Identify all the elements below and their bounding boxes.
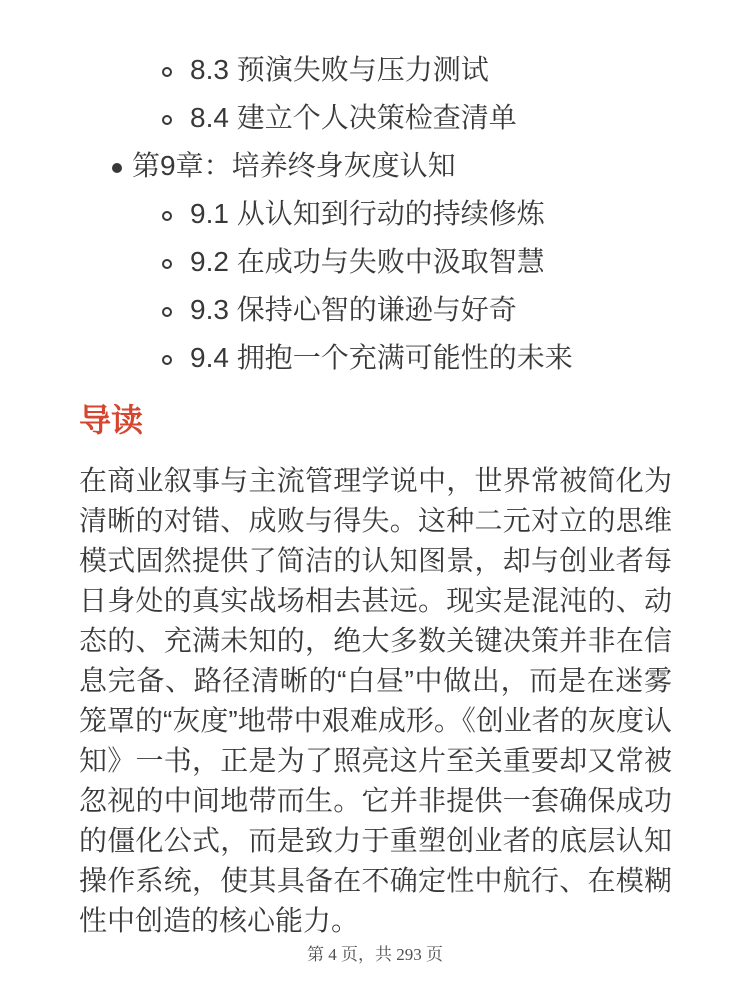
toc-item-8-4 xyxy=(79,101,672,135)
circle-bullet-icon xyxy=(162,259,172,269)
circle-bullet-icon xyxy=(162,115,172,125)
toc-item-label: 8.4 建立个人决策检查清单 xyxy=(190,102,517,133)
toc-chapter-label: 第9章：培养终身灰度认知 xyxy=(132,150,456,181)
disc-bullet-icon xyxy=(112,163,122,173)
circle-bullet-icon xyxy=(162,355,172,365)
table-of-contents xyxy=(79,0,672,375)
circle-bullet-icon xyxy=(162,211,172,221)
document-page xyxy=(79,0,672,941)
toc-item-label: 9.4 拥抱一个充满可能性的未来 xyxy=(190,342,573,373)
section-heading-daodu: 导读 xyxy=(79,402,144,438)
circle-bullet-icon xyxy=(162,67,172,77)
toc-item-9-4 xyxy=(79,341,672,375)
toc-item-chapter-9 xyxy=(79,149,672,183)
toc-item-label: 8.3 预演失败与压力测试 xyxy=(190,54,489,85)
toc-item-8-3 xyxy=(79,53,672,87)
page-number-indicator: 第 4 页，共 293 页 xyxy=(307,945,443,964)
toc-item-label: 9.3 保持心智的谦逊与好奇 xyxy=(190,294,517,325)
toc-item-label: 9.1 从认知到行动的持续修炼 xyxy=(190,198,545,229)
toc-item-9-1 xyxy=(79,197,672,231)
toc-item-9-2 xyxy=(79,245,672,279)
intro-paragraph: 在商业叙事与主流管理学说中，世界常被简化为清晰的对错、成败与得失。这种二元对立的思维模式固然提供了简洁的认知图景，却与创业者每日身处的真实战场相去甚远。现实是混沌的、动态的、充满未知的，绝大多数关键决策并非在信息完备、路径清晰的“白昼”中做出，而是在迷雾笼罩的“灰度”地带中艰难成形。《创业者的灰度认知》一书，正是为了照亮这片至关重要却又常被忽视的中间地带而生。它并非提供一套确保成功的僵化公式，而是致力于重塑创业者的底层认知操作系统，使其具备在不确定性中航行、在模糊性中创造的核心能力。 xyxy=(79,465,672,936)
circle-bullet-icon xyxy=(162,307,172,317)
toc-item-label: 9.2 在成功与失败中汲取智慧 xyxy=(190,246,545,277)
toc-item-9-3 xyxy=(79,293,672,327)
